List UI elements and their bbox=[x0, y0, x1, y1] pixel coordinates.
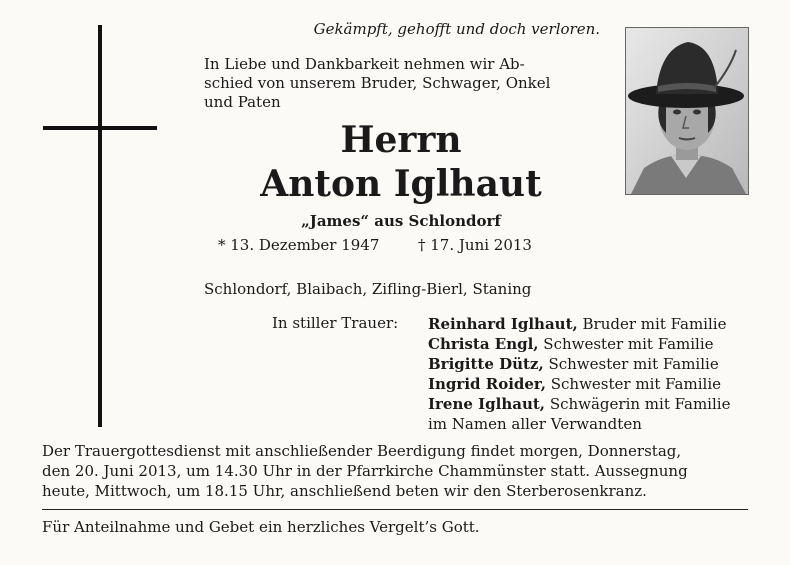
places: Schlondorf, Blaibach, Zifling-Bierl, Staning bbox=[204, 280, 532, 298]
cross-vertical-bar bbox=[98, 25, 102, 427]
portrait-image bbox=[626, 28, 748, 194]
mourner-relation: Bruder mit Familie bbox=[582, 315, 727, 333]
intro-line: und Paten bbox=[204, 93, 281, 111]
relatives-note: im Namen aller Verwandten bbox=[428, 415, 642, 433]
death-date: † 17. Juni 2013 bbox=[418, 236, 532, 254]
intro-line: schied von unserem Bruder, Schwager, Onkel bbox=[204, 74, 551, 92]
divider bbox=[42, 509, 748, 510]
nickname: „James“ aus Schlondorf bbox=[301, 212, 501, 230]
mourner-row bbox=[428, 334, 768, 354]
mourner-relation: Schwester mit Familie bbox=[543, 335, 714, 353]
service-line: Der Trauergottesdienst mit anschließender Beerdigung findet morgen, Donnerstag, bbox=[42, 442, 682, 460]
intro-line: In Liebe und Dankbarkeit nehmen wir Ab- bbox=[204, 55, 525, 73]
salutation: Herrn bbox=[340, 119, 462, 161]
service-line: den 20. Juni 2013, um 14.30 Uhr in der Pfarrkirche Chammünster statt. Aussegnung bbox=[42, 462, 688, 480]
cross-horizontal-bar bbox=[43, 126, 157, 130]
service-notice bbox=[42, 441, 762, 501]
mourner-relation: Schwester mit Familie bbox=[548, 355, 719, 373]
mourner-row bbox=[428, 374, 768, 394]
mourner-name: Ingrid Roider, bbox=[428, 375, 546, 393]
mourners-list bbox=[428, 314, 768, 434]
birth-date: * 13. Dezember 1947 bbox=[218, 236, 380, 254]
mourner-name: Christa Engl, bbox=[428, 335, 539, 353]
mourner-name: Reinhard Iglhaut, bbox=[428, 315, 578, 333]
mourner-name: Brigitte Dütz, bbox=[428, 355, 544, 373]
thanks-text: Für Anteilnahme und Gebet ein herzliches Vergelt’s Gott. bbox=[42, 518, 480, 536]
service-line: heute, Mittwoch, um 18.15 Uhr, anschließend beten wir den Sterberosenkranz. bbox=[42, 482, 647, 500]
portrait-photo bbox=[625, 27, 749, 195]
mourner-relation: Schwägerin mit Familie bbox=[549, 395, 731, 413]
motto: Gekämpft, gehofft und doch verloren. bbox=[313, 20, 600, 38]
mourning-label: In stiller Trauer: bbox=[272, 314, 399, 332]
mourner-name: Irene Iglhaut, bbox=[428, 395, 546, 413]
mourner-row bbox=[428, 394, 768, 414]
deceased-name: Anton Iglhaut bbox=[260, 163, 542, 205]
intro-text bbox=[204, 55, 604, 112]
mourner-row bbox=[428, 314, 768, 334]
mourner-row bbox=[428, 354, 768, 374]
mourner-relation: Schwester mit Familie bbox=[550, 375, 721, 393]
